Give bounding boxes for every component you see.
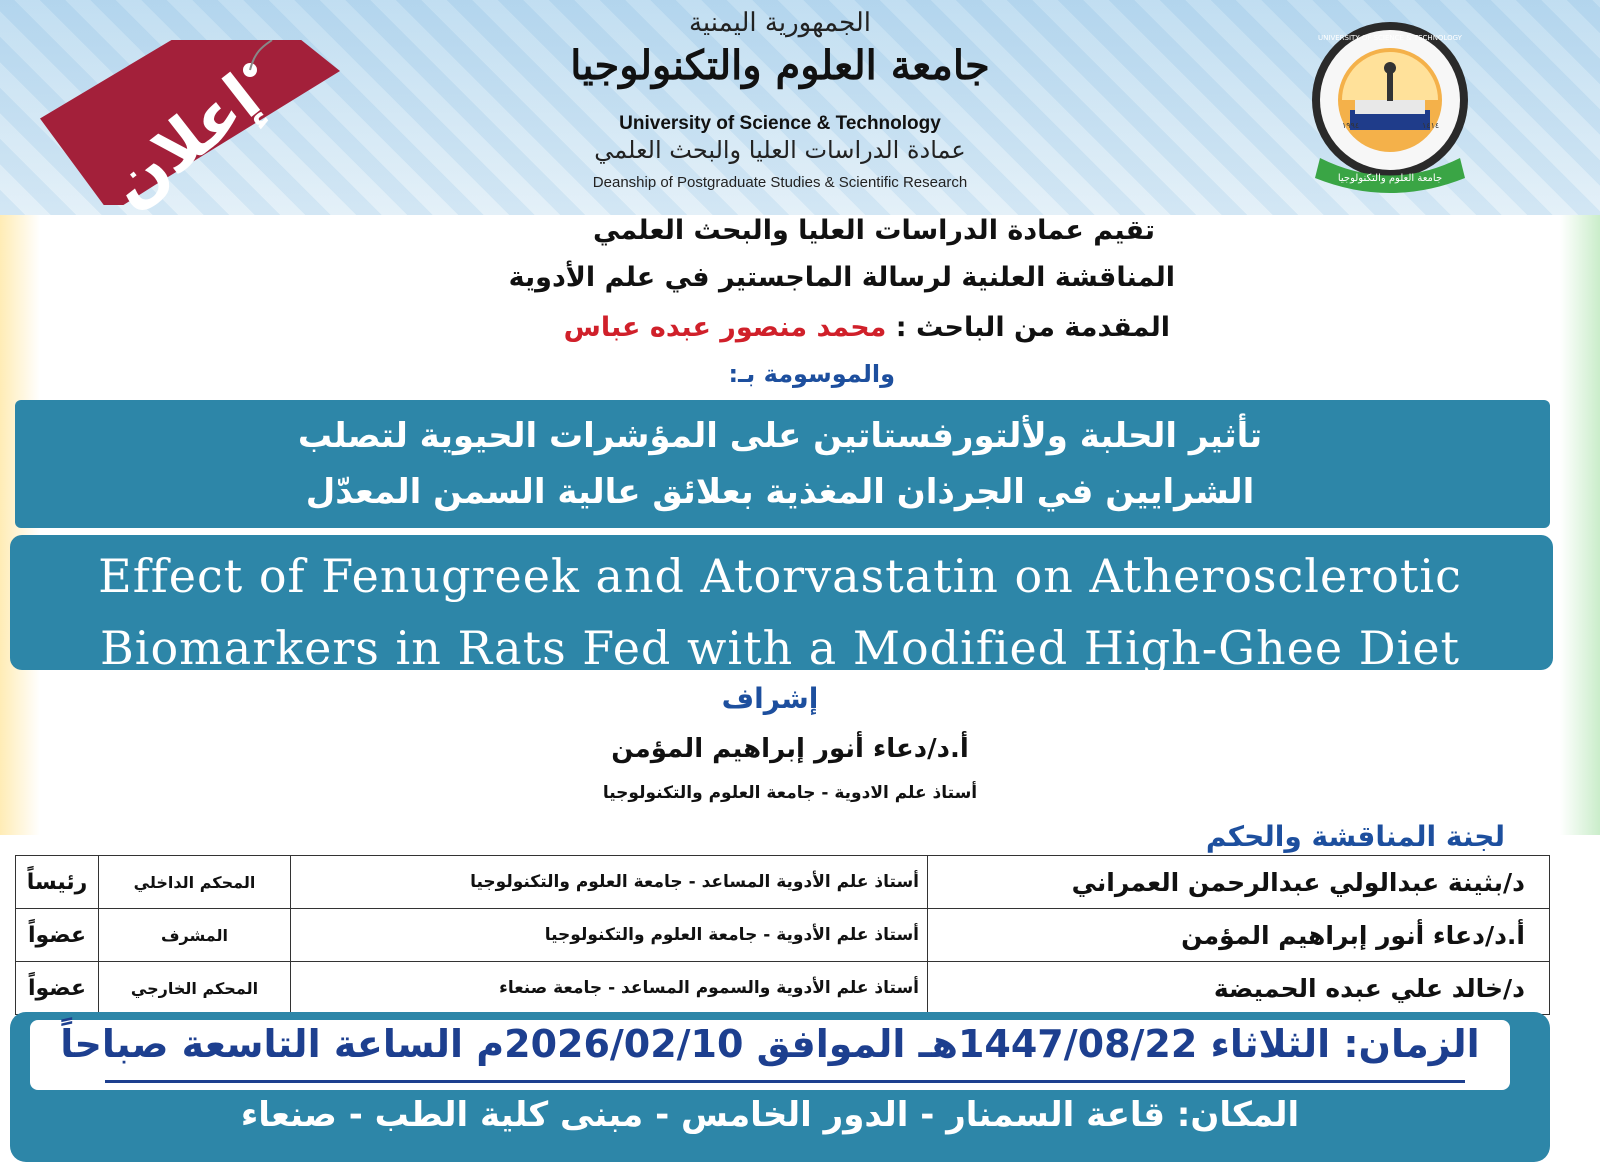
supervisor-title: أستاذ علم الادوية - جامعة العلوم والتكنولوجيا xyxy=(602,783,978,803)
committee-member-name: أ.د/دعاء أنور إبراهيم المؤمن xyxy=(928,909,1550,962)
right-decoration xyxy=(1560,215,1600,835)
table-row xyxy=(16,962,1550,1015)
researcher-label: المقدمة من الباحث : xyxy=(895,312,1170,343)
committee-role: عضواً xyxy=(16,909,99,962)
deanship-name-ar: عمادة الدراسات العليا والبحث العلمي xyxy=(594,136,966,164)
committee-type: المحكم الداخلي xyxy=(99,856,291,909)
researcher-name: محمد منصور عبده عباس xyxy=(563,312,887,343)
table-row xyxy=(16,856,1550,909)
committee-affiliation: أستاذ علم الأدوية والسموم المساعد - جامعة صنعاء xyxy=(291,962,928,1015)
seal-banner-text: جامعة العلوم والتكنولوجيا xyxy=(1337,173,1443,184)
english-title-line-2: Biomarkers in Rats Fed with a Modified High-Ghee Diet xyxy=(99,621,1461,675)
intro-line-2: المناقشة العلنية لرسالة الماجستير في علم الأدوية xyxy=(508,262,1175,293)
committee-type: المحكم الخارجي xyxy=(99,962,291,1015)
committee-role: رئيساً xyxy=(16,856,99,909)
university-name-en: University of Science & Technology xyxy=(619,113,941,134)
intro-line-4: والموسومة بـ: xyxy=(728,360,895,388)
seal-ring-text: UNIVERSITY OF SCIENCE & TECHNOLOGY xyxy=(1318,34,1462,42)
announcement-tag-label: إعلان xyxy=(95,60,275,224)
university-seal-icon xyxy=(1290,18,1490,203)
arabic-title-line-1: تأثير الحلبة ولألتورفستاتين على المؤشرات الحيوية لتصلب xyxy=(297,416,1263,456)
english-title-line-1: Effect of Fenugreek and Atorvastatin on Atherosclerotic xyxy=(98,549,1462,603)
seal-year-left: ١٩٩٤ xyxy=(1342,121,1360,130)
table-row xyxy=(16,909,1550,962)
committee-affiliation: أستاذ علم الأدوية المساعد - جامعة العلوم والتكنولوجيا xyxy=(291,856,928,909)
committee-member-name: د/خالد علي عبده الحميضة xyxy=(928,962,1550,1015)
arabic-title xyxy=(60,408,1500,520)
committee-type: المشرف xyxy=(99,909,291,962)
university-name-ar: جامعة العلوم والتكنولوجيا xyxy=(570,42,990,89)
republic-label: الجمهورية اليمنية xyxy=(688,8,872,38)
event-time-underline xyxy=(105,1080,1465,1083)
intro-line-3 xyxy=(564,312,1170,343)
supervision-heading: إشراف xyxy=(721,682,819,715)
committee-role: عضواً xyxy=(16,962,99,1015)
committee-table xyxy=(15,855,1550,1015)
supervisor-name: أ.د/دعاء أنور إبراهيم المؤمن xyxy=(611,734,969,764)
english-title xyxy=(60,540,1500,684)
committee-member-name: د/بثينة عبدالولي عبدالرحمن العمراني xyxy=(928,856,1550,909)
intro-line-1: تقيم عمادة الدراسات العليا والبحث العلمي xyxy=(593,215,1155,246)
event-time: الزمان: الثلاثاء 1447/08/22هـ الموافق 2026/02/10م الساعة التاسعة صباحاً xyxy=(60,1022,1480,1066)
committee-heading: لجنة المناقشة والحكم xyxy=(1205,820,1505,853)
arabic-title-line-2: الشرايين في الجرذان المغذية بعلائق عالية السمن المعدّل xyxy=(305,472,1255,512)
deanship-name-en: Deanship of Postgraduate Studies & Scientific Research xyxy=(592,174,968,191)
event-place: المكان: قاعة السمنار - الدور الخامس - مبنى كلية الطب - صنعاء xyxy=(240,1095,1300,1135)
seal-year-right: ١٤١٤ xyxy=(1422,121,1440,130)
committee-affiliation: أستاذ علم الأدوية - جامعة العلوم والتكنولوجيا xyxy=(291,909,928,962)
